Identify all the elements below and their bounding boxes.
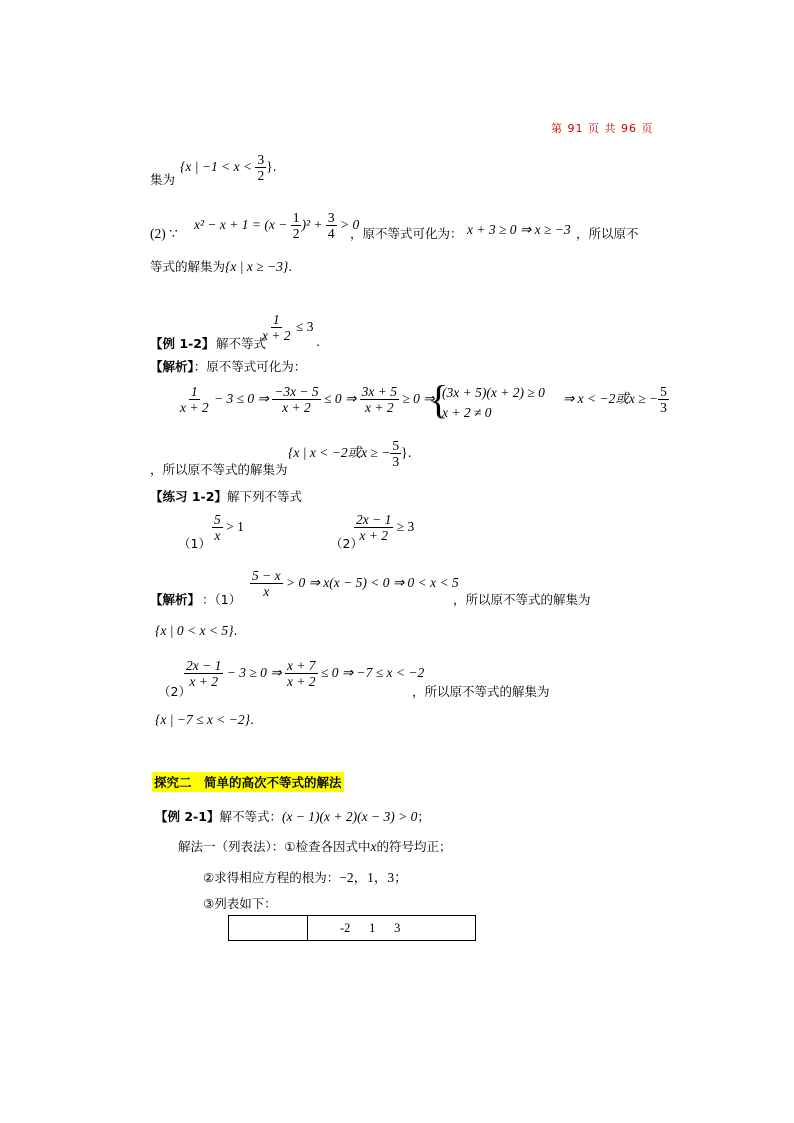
fraction: $\frac{-3x - 5}{x + 2}$ [274,384,319,415]
fraction: $\frac{3}{2}$ [257,152,265,183]
solution-set-expr: {x | x < −2或x ≥ − $\frac{5}{3}$ }. [288,438,412,469]
solution-set-expr: {x | −7 ≤ x < −2} [155,712,250,727]
fraction: $\frac{5}{3}$ [392,438,400,469]
fraction: $\frac{5}{3}$ [660,384,667,415]
example-text: 解不等式 [216,336,267,351]
system-line-1: (3x + 5)(x + 2) ≥ 0 [442,385,545,400]
table-row [229,916,476,941]
solution-set-expr: {x | x ≥ −3} [225,259,289,274]
part-label: (2) ∵ [150,226,178,241]
result-expr: ⇒ x < −2或x ≥ − $\frac{5}{3}$ [563,384,667,415]
solution-set-expr: {x | −1 < x < $\frac{3}{2}$ }. [180,152,277,183]
fraction: $\frac{1}{x + 2}$ [262,312,291,343]
practice-tag: 【练习 1-2】 [150,489,227,504]
fraction: $\frac{3x + 5}{x + 2}$ [361,384,398,415]
linear-expr: x + 3 ≥ 0 ⇒ x ≥ −3 [467,222,571,237]
inequality-expr: $\frac{5}{x}$ > 1 [214,512,244,543]
fraction: $\frac{5 - x}{x}$ [252,568,281,599]
solution-set-expr: {x | 0 < x < 5} [155,623,234,638]
section-heading: 探究二 简单的高次不等式的解法 [152,772,344,792]
fraction: $\frac{1}{x + 2}$ [180,384,209,415]
chain-expr: $\frac{1}{x + 2}$ − 3 ≤ 0 ⇒ $\frac{-3x - 5}{x + 2}$ ≤ 0 ⇒ $\frac{3x + 5}{x + 2}$ ≥ 0 ⇒ [180,384,435,415]
practice-solution-2-set: {x | −7 ≤ x < −2}. [155,712,254,727]
example-tag: 【例 2-1】 [155,809,220,824]
method-1-step-1: 解法一（列表法）：①检查各因式中x的符号均正； [178,839,452,854]
solution-1-2-intro: 【解析】：原不等式可化为： [150,359,307,374]
quadratic-expr: x² − x + 1 = (x − $\frac{1}{2}$ )² + $\frac{3}{4}$ > 0 [194,210,360,241]
fraction: $\frac{5}{x}$ [214,512,221,543]
inequality-expr: $\frac{1}{x + 2}$ ≤ 3 [262,312,314,343]
example-2-1: 【例 2-1】解不等式：(x − 1)(x + 2)(x − 3) > 0； [155,809,430,824]
fraction: $\frac{2x - 1}{x + 2}$ [356,512,392,543]
chain-expr: $\frac{2x - 1}{x + 2}$ − 3 ≥ 0 ⇒ $\frac{x + 7}{x + 2}$ ≤ 0 ⇒ −7 ≤ x < −2 [186,658,425,689]
text-so: ，所以原不 [576,226,639,241]
fraction: $\frac{2x - 1}{x + 2}$ [186,658,222,689]
fraction: $\frac{x + 7}{x + 2}$ [286,658,316,689]
method-1-step-2: ②求得相应方程的根为：−2，1，3； [203,870,408,885]
chain-expr: $\frac{5 - x}{x}$ > 0 ⇒ x(x − 5) < 0 ⇒ 0 < x < 5 [252,568,459,599]
text-ji-wei: 集为 [150,172,176,187]
practice-1-2: 【练习 1-2】解下列不等式 [150,489,302,504]
table-header-cell [229,916,308,941]
page-number: 第 91 页 共 96 页 [551,122,654,135]
inequality-expr: $\frac{2x - 1}{x + 2}$ ≥ 3 [356,512,415,543]
table-header-cell: -2 1 3 [308,916,476,941]
system-brace: { [429,377,449,422]
sign-table [228,915,476,941]
part-2-line2: 等式的解集为{x | x ≥ −3}. [150,259,293,274]
example-tag: 【例 1-2】 [150,336,215,351]
text-simplify: ，原不等式可化为： [350,226,463,241]
solution-tag: 【解析】 [150,359,194,374]
inequality-expr: (x − 1)(x + 2)(x − 3) > 0 [281,809,418,824]
system-line-2: x + 2 ≠ 0 [442,405,492,420]
solution-tag: 【解析】 [150,592,201,607]
fraction: $\frac{3}{4}$ [327,210,335,241]
practice-solution-1-set: {x | 0 < x < 5}. [155,623,238,638]
method-1-step-3: ③列表如下： [203,896,277,911]
fraction: $\frac{1}{2}$ [292,210,300,241]
